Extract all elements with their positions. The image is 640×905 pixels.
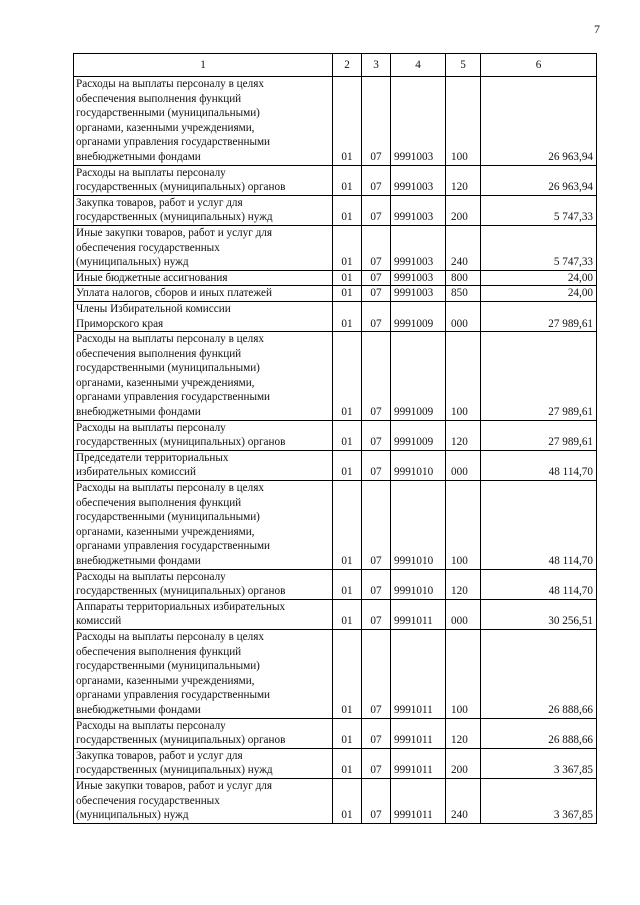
subsection-code-cell: 07 <box>362 286 391 302</box>
table-row <box>74 748 597 778</box>
amount-cell: 3 367,85 <box>481 778 597 823</box>
subsection-code-cell: 07 <box>362 332 391 421</box>
table-row <box>74 569 597 599</box>
amount-cell: 24,00 <box>481 286 597 302</box>
table-row <box>74 195 597 225</box>
subsection-code-cell: 07 <box>362 569 391 599</box>
amount-cell: 5 747,33 <box>481 225 597 270</box>
target-article-cell: 9991009 <box>391 420 446 450</box>
budget-table <box>73 53 597 824</box>
amount-cell: 26 888,66 <box>481 718 597 748</box>
subsection-code-cell: 07 <box>362 165 391 195</box>
subsection-code-cell: 07 <box>362 599 391 629</box>
row-name-cell: Иные закупки товаров, работ и услуг для обеспечения государственных (муниципальных) нужд <box>74 225 333 270</box>
expense-type-cell: 100 <box>446 332 481 421</box>
table-row <box>74 599 597 629</box>
column-header: 1 <box>74 54 333 77</box>
target-article-cell: 9991003 <box>391 270 446 286</box>
expense-type-cell: 100 <box>446 77 481 166</box>
subsection-code-cell: 07 <box>362 778 391 823</box>
section-code-cell: 01 <box>333 332 362 421</box>
section-code-cell: 01 <box>333 420 362 450</box>
expense-type-cell: 100 <box>446 629 481 718</box>
section-code-cell: 01 <box>333 450 362 480</box>
subsection-code-cell: 07 <box>362 270 391 286</box>
section-code-cell: 01 <box>333 301 362 331</box>
table-row <box>74 629 597 718</box>
subsection-code-cell: 07 <box>362 629 391 718</box>
row-name-cell: Расходы на выплаты персоналу государственных (муниципальных) органов <box>74 165 333 195</box>
table-row <box>74 718 597 748</box>
target-article-cell: 9991011 <box>391 748 446 778</box>
section-code-cell: 01 <box>333 225 362 270</box>
amount-cell: 48 114,70 <box>481 450 597 480</box>
row-name-cell: Закупка товаров, работ и услуг для государственных (муниципальных) нужд <box>74 195 333 225</box>
target-article-cell: 9991011 <box>391 778 446 823</box>
table-row <box>74 301 597 331</box>
amount-cell: 5 747,33 <box>481 195 597 225</box>
table-row <box>74 165 597 195</box>
section-code-cell: 01 <box>333 778 362 823</box>
table-row <box>74 286 597 302</box>
target-article-cell: 9991011 <box>391 718 446 748</box>
expense-type-cell: 120 <box>446 420 481 450</box>
amount-cell: 48 114,70 <box>481 481 597 570</box>
section-code-cell: 01 <box>333 748 362 778</box>
subsection-code-cell: 07 <box>362 450 391 480</box>
section-code-cell: 01 <box>333 195 362 225</box>
row-name-cell: Аппараты территориальных избирательных комиссий <box>74 599 333 629</box>
amount-cell: 27 989,61 <box>481 420 597 450</box>
expense-type-cell: 120 <box>446 165 481 195</box>
section-code-cell: 01 <box>333 270 362 286</box>
row-name-cell: Члены Избирательной комиссии Приморского края <box>74 301 333 331</box>
section-code-cell: 01 <box>333 77 362 166</box>
row-name-cell: Закупка товаров, работ и услуг для государственных (муниципальных) нужд <box>74 748 333 778</box>
expense-type-cell: 000 <box>446 450 481 480</box>
expense-type-cell: 000 <box>446 301 481 331</box>
subsection-code-cell: 07 <box>362 718 391 748</box>
expense-type-cell: 200 <box>446 748 481 778</box>
section-code-cell: 01 <box>333 718 362 748</box>
expense-type-cell: 240 <box>446 225 481 270</box>
page-number: 7 <box>594 22 600 36</box>
target-article-cell: 9991009 <box>391 332 446 421</box>
section-code-cell: 01 <box>333 629 362 718</box>
section-code-cell: 01 <box>333 481 362 570</box>
expense-type-cell: 850 <box>446 286 481 302</box>
section-code-cell: 01 <box>333 569 362 599</box>
table-row <box>74 270 597 286</box>
expense-type-cell: 100 <box>446 481 481 570</box>
target-article-cell: 9991003 <box>391 225 446 270</box>
row-name-cell: Расходы на выплаты персоналу в целях обеспечения выполнения функций государственными (муниципальными) органами, казенными учреждениями, органами управления государственными внебюджетными фондами <box>74 629 333 718</box>
column-header: 5 <box>446 54 481 77</box>
expense-type-cell: 800 <box>446 270 481 286</box>
target-article-cell: 9991003 <box>391 195 446 225</box>
table-row <box>74 420 597 450</box>
section-code-cell: 01 <box>333 165 362 195</box>
column-header: 6 <box>481 54 597 77</box>
subsection-code-cell: 07 <box>362 481 391 570</box>
row-name-cell: Председатели территориальных избирательных комиссий <box>74 450 333 480</box>
row-name-cell: Иные бюджетные ассигнования <box>74 270 333 286</box>
subsection-code-cell: 07 <box>362 195 391 225</box>
amount-cell: 26 888,66 <box>481 629 597 718</box>
row-name-cell: Расходы на выплаты персоналу в целях обеспечения выполнения функций государственными (муниципальными) органами, казенными учреждениями, органами управления государственными внебюджетными фондами <box>74 481 333 570</box>
section-code-cell: 01 <box>333 286 362 302</box>
table-row <box>74 77 597 166</box>
subsection-code-cell: 07 <box>362 225 391 270</box>
target-article-cell: 9991003 <box>391 77 446 166</box>
target-article-cell: 9991003 <box>391 286 446 302</box>
amount-cell: 24,00 <box>481 270 597 286</box>
amount-cell: 26 963,94 <box>481 165 597 195</box>
table-row <box>74 225 597 270</box>
row-name-cell: Расходы на выплаты персоналу государственных (муниципальных) органов <box>74 718 333 748</box>
expense-type-cell: 120 <box>446 569 481 599</box>
column-header: 4 <box>391 54 446 77</box>
row-name-cell: Уплата налогов, сборов и иных платежей <box>74 286 333 302</box>
column-header: 2 <box>333 54 362 77</box>
row-name-cell: Расходы на выплаты персоналу государственных (муниципальных) органов <box>74 420 333 450</box>
amount-cell: 27 989,61 <box>481 332 597 421</box>
table-row <box>74 332 597 421</box>
subsection-code-cell: 07 <box>362 420 391 450</box>
row-name-cell: Расходы на выплаты персоналу в целях обеспечения выполнения функций государственными (муниципальными) органами, казенными учреждениями, органами управления государственными внебюджетными фондами <box>74 77 333 166</box>
amount-cell: 30 256,51 <box>481 599 597 629</box>
target-article-cell: 9991010 <box>391 450 446 480</box>
target-article-cell: 9991011 <box>391 629 446 718</box>
row-name-cell: Иные закупки товаров, работ и услуг для обеспечения государственных (муниципальных) нужд <box>74 778 333 823</box>
target-article-cell: 9991010 <box>391 569 446 599</box>
amount-cell: 26 963,94 <box>481 77 597 166</box>
expense-type-cell: 120 <box>446 718 481 748</box>
section-code-cell: 01 <box>333 599 362 629</box>
amount-cell: 3 367,85 <box>481 748 597 778</box>
target-article-cell: 9991009 <box>391 301 446 331</box>
amount-cell: 48 114,70 <box>481 569 597 599</box>
table-row <box>74 481 597 570</box>
expense-type-cell: 000 <box>446 599 481 629</box>
amount-cell: 27 989,61 <box>481 301 597 331</box>
subsection-code-cell: 07 <box>362 77 391 166</box>
target-article-cell: 9991003 <box>391 165 446 195</box>
expense-type-cell: 200 <box>446 195 481 225</box>
table-row <box>74 450 597 480</box>
table-header-row <box>74 54 597 77</box>
expense-type-cell: 240 <box>446 778 481 823</box>
subsection-code-cell: 07 <box>362 748 391 778</box>
subsection-code-cell: 07 <box>362 301 391 331</box>
row-name-cell: Расходы на выплаты персоналу государственных (муниципальных) органов <box>74 569 333 599</box>
target-article-cell: 9991011 <box>391 599 446 629</box>
row-name-cell: Расходы на выплаты персоналу в целях обеспечения выполнения функций государственными (муниципальными) органами, казенными учреждениями, органами управления государственными внебюджетными фондами <box>74 332 333 421</box>
target-article-cell: 9991010 <box>391 481 446 570</box>
column-header: 3 <box>362 54 391 77</box>
table-row <box>74 778 597 823</box>
